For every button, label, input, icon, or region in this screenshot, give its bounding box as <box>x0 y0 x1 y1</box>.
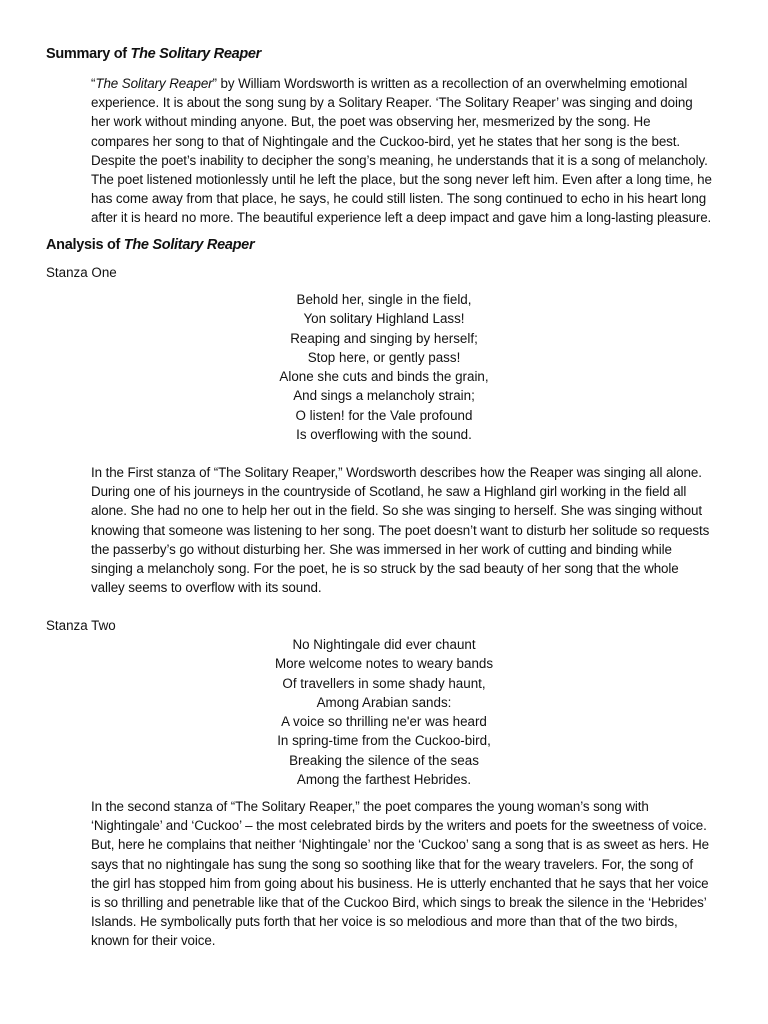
poem-line: Stop here, or gently pass! <box>307 349 461 365</box>
summary-first-line-rest: by William Wordsworth is written as a recollection of an overwhelming emotional <box>216 76 688 91</box>
summary-line: The poet listened motionlessly until he left the place, but the song never left him. Even after a long time, he <box>91 172 712 188</box>
poem-line: Alone she cuts and binds the grain, <box>279 369 489 385</box>
analysis-line: the girl has stopped him from going about his business. He is utterly enchanted that he says that her voice <box>91 875 709 891</box>
summary-heading-prefix: Summary of <box>46 46 131 62</box>
analysis-line: alone. She had no one to help her out in the field. So she was singing to herself. She was singing without <box>91 503 702 519</box>
stanza-one-analysis <box>91 463 731 597</box>
summary-heading <box>46 46 261 62</box>
analysis-line: singing a melancholy song. For the poet, he is so struck by the sad beauty of her song that the whole <box>91 561 679 577</box>
poem-line: Reaping and singing by herself; <box>290 330 478 346</box>
analysis-line: is so thrilling and penetrable like that of the Cuckoo Bird, which sings to break the silence in the ‘Hebrides’ <box>91 895 707 911</box>
stanza-one-label: Stanza One <box>46 265 117 280</box>
analysis-line: valley seems to overflow with its sound. <box>91 580 322 596</box>
summary-close-quote: ” <box>212 76 217 91</box>
summary-line: experience. It is about the song sung by a Solitary Reaper. ‘The Solitary Reaper’ was singing and doing <box>91 95 693 111</box>
poem-line: No Nightingale did ever chaunt <box>292 637 476 652</box>
analysis-line: In the First stanza of “The Solitary Reaper,” Wordsworth describes how the Reaper was singing all alone. <box>91 465 702 480</box>
analysis-line: But, here he complains that neither ‘Nightingale’ nor the ‘Cuckoo’ sang a song that is as sweet as hers. He <box>91 837 710 853</box>
poem-line: Among Arabian sands: <box>316 694 452 710</box>
stanza-one-poem <box>184 290 584 444</box>
poem-line: Yon solitary Highland Lass! <box>303 311 465 327</box>
poem-line: And sings a melancholy strain; <box>293 388 475 404</box>
poem-line: In spring-time from the Cuckoo-bird, <box>277 733 491 749</box>
summary-open-quote: “ <box>91 76 96 91</box>
poem-line: O listen! for the Vale profound <box>295 407 473 423</box>
poem-line: More welcome notes to weary bands <box>274 656 494 672</box>
analysis-heading-title: The Solitary Reaper <box>123 237 255 253</box>
analysis-line: known for their voice. <box>91 933 216 949</box>
summary-line: Despite the poet’s inability to decipher the song’s meaning, he understands that it is a song of melancholy. <box>91 152 708 168</box>
poem-line: Is overflowing with the sound. <box>296 427 472 443</box>
poem-line: Of travellers in some shady haunt, <box>282 675 486 691</box>
analysis-line: In the second stanza of “The Solitary Reaper,” the poet compares the young woman’s song with <box>91 799 649 814</box>
summary-line: her work without minding anyone. But, the poet was observing her, mesmerized by the song. He <box>91 114 651 130</box>
analysis-line: knowing that someone was listening to her song. The poet doesn’t want to disturb her solitude so requests <box>91 522 710 538</box>
analysis-line: says that no nightingale has sung the song so soothing like that for the weary travelers. For, the song of <box>91 856 694 872</box>
summary-line: compares her song to that of Nightingale and the Cuckoo-bird, yet he states that her song is the best. <box>91 133 681 149</box>
summary-heading-title: The Solitary Reaper <box>130 46 262 62</box>
analysis-line: ‘Nightingale’ and ‘Cuckoo’ – the most celebrated birds by the writers and poets for the sweetness of voice. <box>91 818 707 834</box>
poem-line: Behold her, single in the field, <box>296 292 472 307</box>
analysis-heading <box>46 237 254 253</box>
stanza-two-analysis <box>91 797 731 951</box>
poem-line: A voice so thrilling ne'er was heard <box>281 714 487 730</box>
analysis-line: Islands. He symbolically puts forth that her voice is so melodious and more than that of the two birds, <box>91 914 678 930</box>
poem-line: Among the farthest Hebrides. <box>296 772 472 788</box>
summary-first-line <box>91 74 731 93</box>
summary-inline-title: The Solitary Reaper <box>95 76 213 91</box>
stanza-two-label: Stanza Two <box>46 618 116 633</box>
summary-paragraph <box>91 74 731 228</box>
poem-line: Breaking the silence of the seas <box>289 752 479 768</box>
stanza-two-poem <box>184 635 584 789</box>
summary-line: has come away from that place, he says, he could still listen. The song continued to echo in his heart long <box>91 191 707 207</box>
summary-line: after it is heard no more. The beautiful experience left a deep impact and gave him a long-lasting pleasure. <box>91 210 712 226</box>
analysis-heading-prefix: Analysis of <box>46 237 124 253</box>
analysis-line: the passerby’s go without disturbing her. She was immersed in her work of cutting and binding while <box>91 541 672 557</box>
analysis-line: During one of his journeys in the countryside of Scotland, he saw a Highland girl working in the field all <box>91 484 687 500</box>
